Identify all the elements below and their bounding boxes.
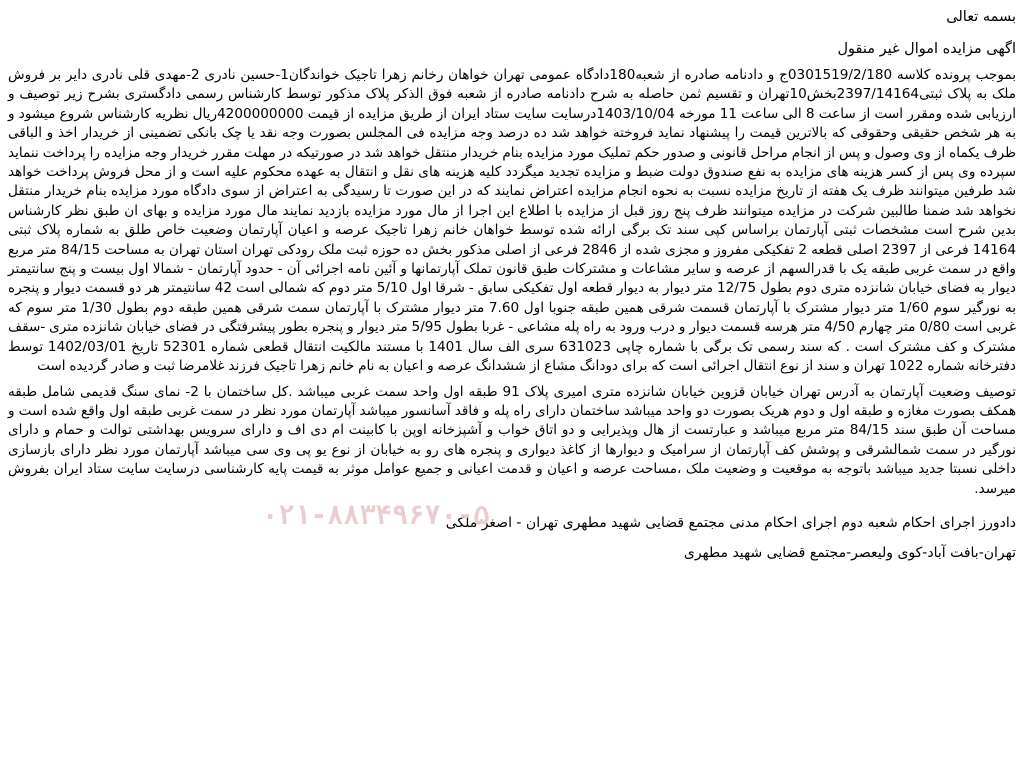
- phone-watermark: ۰۲۱-۸۸۳۴۹۶۷۰-۵: [262, 500, 490, 531]
- header-basmala: بسمه تعالی: [946, 9, 1016, 25]
- notice-paragraph-description: توصیف وضعیت آپارتمان به آدرس تهران خیابان قزوین خیابان شانزده متری امیری پلاک 91 طبقه اول واحد سمت غربی میباشد .کل ساختمان با 2- نمای سنگ قدیمی شامل طبقه همکف بصورت مغازه و طبقه اول و دوم هریک بصورت دو واحد میباشد ساختمان دارای راه پله و فاقد آسانسور میباشد آپارتمان مورد نظر در سمت غربی طبقه اول واقع شده است و مساحت آن طبق سند 84/15 متر مربع میباشد و عبارتست از هال وپذیرایی و دو اتاق خواب و آشپزخانه اوپن با کابینت ام دی اف و دارای سرویس بهداشتی توالت و حمام و دارای نورگیر در سمت شمالشرقی و پوشش کف آپارتمان از سرامیک و دیوارها از کاغذ دیواری و پنجره های رو به خیابان از نوع یو پی وی سی میباشد آپارتمان مورد نظر دارای بازسازی داخلی نسبتا جدید میباشد باتوجه به موقعیت و وضعیت ملک ،مساحت عرصه و اعیان و قدمت اعیانی و جمیع عوامل موثر به قیمت پایه کارشناسی درسایت سایت ستاد ایران بفروش میرسد.: [8, 383, 1017, 497]
- address-line: تهران-بافت آباد-کوی ولیعصر-مجتمع قضایی شهید مطهری: [683, 544, 1016, 561]
- notice-paragraph-main: بموجب پرونده کلاسه 0301519/2/180ج و دادنامه صادره از شعبه180دادگاه عمومی تهران خواهان رخانم زهرا تاجیک خواندگان1-حسین نادری 2-مهدی قلی نادری دایر بر فروش ملک به پلاک ثبتی2397/14164بخش10تهران و تقسیم ثمن حاصله به شرح دادنامه صادره از شعبه فوق الذکر پلاک مذکور توسط کارشناس رسمی دادگستری بشرح زیر توصیف و ارزیابی شده ومقرر است از ساعت 8 الی ساعت 11 مورخه 1403/10/04درسایت سایت ستاد ایران از طریق مزایده از قیمت 4200000000ریال نظریه کارشناس شروع میشود و به هر شخص حقیقی وحقوقی که بالاترین قیمت را پیشنهاد نماید فروخته خواهد شد ده درصد وجه مزایده فی المجلس بصورت وجه نقد یا چک بانکی تضمینی از خریدار اخذ و الباقی ظرف یکماه از وی وصول و پس از انجام مراحل قانونی و صدور حکم تملیک مورد مزایده بنام خریدار منتقل خواهد شد در صورتیکه در مهلت مقرر خریدار وجه مزایده را پرداخت ننماید سپرده وی پس از کسر هزینه های مزایده به نفع صندوق دولت ضبط و مزایده تجدید میگردد کلیه هزینه های نقل و انتقال به عهده محکوم علیه است و از محل فروش پرداخت خواهد شد طرفین میتوانند ظرف یک هفته از تاریخ مزایده نسبت به نحوه انجام مزایده اعتراض نمایند که در این صورت تا رسیدگی به اعتراض از سوی دادگاه مورد مزایده بنام خریدار منتقل نخواهد شد ضمنا طالبین شرکت در مزایده میتوانند ظرف پنج روز قبل از مزایده با اطلاع این اجرا از مال مورد مزایده بازدید نمایند مال مورد مزایده و بهای ان طبق نظر کارشناس بدین شرح است مشخصات ثبتی آپارتمان براساس کپی سند تک برگی ارائه شده توسط خواهان خانم زهرا تاجیک عرصه و اعیان آپارتمان وضعیت خاص طلق به شماره پلاک ثبتی 14164 فرعی از 2397 اصلی قطعه 2 تفکیکی مفروز و مجزی شده از 2846 فرعی از اصلی مذکور بخش ده حوزه ثبت ملک رودکی تهران استان تهران به مساحت 84/15 متر مربع واقع در سمت غربی طبقه یک با قدرالسهم از عرصه و سایر مشاعات و مشترکات طبق قانون تملک آپارتمانها و آئین نامه اجرائی آن - حدود آپارتمان - شمالا اول بیست و پنج سانتیمتر دیوار به فضای خیابان شانزده متری دوم بطول 12/75 متر دیوار به دیوار قطعه اول تفکیکی سابق - شرقا اول 5/10 متر دوم که شمالی است 42 سانتیمتر هر دو قسمت دیوار و پنجره به نورگیر سوم 1/60 متر دیوار مشترک با آپارتمان قسمت شرقی همین طبقه جنوبا اول 7.60 متر دیوار مشترک با آپارتمان سمت شرقی همین طبقه دوم بطول 1/30 متر سوم که غربی است 0/80 متر چهارم 4/50 متر هرسه قسمت دیوار و درب ورود به راه پله مشاعی - غربا بطول 5/95 متر دیوار و پنجره بطور پیشرفتگی در فضای خیابان شانزده متری -سقف مشترک و کف مشترک است . که سند رسمی تک برگی با شماره چاپی 631023 سری الف سال 1401 با مستند مالکیت انتقال قطعی شماره 52301 تاریخ 1402/03/01 توسط دفترخانه شماره 1022 تهران و سند از نوع انتقال اجرائی است که برای دودانگ مشاع از ششدانگ عرصه و اعیان به نام خانم زهرا تاجیک فرزند غلامرضا ثبت و صادر گردیده است: [8, 67, 1017, 375]
- signature-line: دادورز اجرای احکام شعبه دوم اجرای احکام مدنی مجتمع قضایی شهید مطهری تهران - اصغر ملکی: [445, 514, 1016, 531]
- notice-title: اگهی مزایده اموال غیر منقول: [837, 41, 1016, 57]
